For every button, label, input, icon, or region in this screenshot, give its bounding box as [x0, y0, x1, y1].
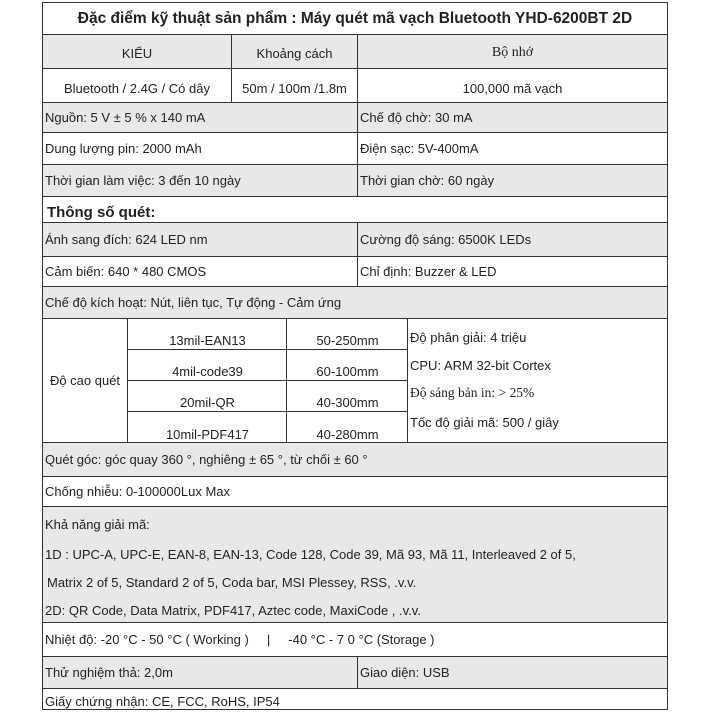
decode-speed-spec: Tốc độ giải mã: 500 / giây — [410, 414, 559, 430]
scan-section-heading: Thông số quét: — [47, 204, 156, 221]
battery-spec: Dung lượng pin: 2000 mAh — [45, 141, 202, 156]
certification-row — [43, 689, 667, 709]
depth-range-4: 40-280mm — [316, 427, 379, 442]
header-distance: Khoảng cách — [231, 35, 357, 68]
power-row — [43, 103, 667, 133]
time-row — [43, 165, 667, 197]
sensor-row — [43, 257, 667, 287]
decode-2d-line: 2D: QR Code, Data Matrix, PDF417, Aztec code, MaxiCode , .v.v. — [45, 602, 421, 618]
resolution-spec: Độ phân giải: 4 triệu — [410, 329, 527, 345]
anti-interference-spec: Chống nhiễu: 0-100000Lux Max — [45, 484, 231, 499]
decode-block — [43, 507, 667, 623]
working-time-spec: Thời gian làm việc: 3 đến 10 ngày — [45, 173, 241, 188]
depth-label: Độ cao quét — [49, 373, 121, 388]
depth-block — [43, 319, 667, 443]
target-light-spec: Ánh sang đích: 624 LED nm — [45, 232, 208, 247]
decode-label: Khả năng giải mã: — [45, 516, 150, 532]
drop-row — [43, 657, 667, 689]
battery-row — [43, 133, 667, 165]
scan-section-row — [43, 197, 667, 223]
trigger-row — [43, 287, 667, 319]
depth-code-column — [127, 319, 287, 442]
standby-time-spec: Thời gian chờ: 60 ngày — [357, 165, 667, 196]
print-contrast-spec: Độ sáng bản in: > 25% — [410, 385, 535, 400]
value-memory: 100,000 mã vạch — [357, 69, 667, 102]
scan-angle-spec: Quét góc: góc quay 360 °, nghiêng ± 65 °, từ chối ± 60 ° — [45, 452, 368, 467]
sensor-spec: Cảm biến: 640 * 480 CMOS — [45, 264, 207, 279]
header-type: KIỂU — [121, 45, 153, 61]
value-type: Bluetooth / 2.4G / Có dây — [64, 81, 210, 96]
values-row — [43, 69, 667, 103]
interface-spec: Giao diện: USB — [357, 657, 667, 688]
page-title: Đặc điểm kỹ thuật sản phẩm : Máy quét mã vạch Bluetooth YHD-6200BT 2D — [77, 9, 633, 27]
header-memory: Bộ nhớ — [357, 35, 667, 68]
depth-code-3: 20mil-QR — [128, 381, 287, 412]
light-row — [43, 223, 667, 257]
temperature-spec: Nhiệt độ: -20 °C - 50 °C ( Working ) | -40 °C - 7 0 °C (Storage ) — [45, 632, 435, 647]
title-row — [43, 3, 667, 35]
power-spec: Nguồn: 5 V ± 5 % x 140 mA — [45, 110, 206, 125]
depth-range-column — [286, 319, 408, 442]
anti-interference-row — [43, 477, 667, 507]
spec-sheet — [42, 2, 668, 710]
depth-range-1: 50-250mm — [287, 319, 408, 350]
depth-code-4: 10mil-PDF417 — [165, 427, 250, 442]
indicator-spec: Chỉ định: Buzzer & LED — [357, 257, 667, 286]
certification-spec: Giấy chứng nhận: CE, FCC, RoHS, IP54 — [45, 694, 280, 709]
header-row — [43, 35, 667, 69]
depth-code-1: 13mil-EAN13 — [128, 319, 287, 350]
decode-1d-line: 1D : UPC-A, UPC-E, EAN-8, EAN-13, Code 128, Code 39, Mã 93, Mã 11, Interleaved 2 of 5, — [45, 546, 576, 562]
decode-1d-line-cont: Matrix 2 of 5, Standard 2 of 5, Coda bar, MSI Plessey, RSS, .v.v. — [47, 574, 417, 590]
drop-test-spec: Thử nghiệm thả: 2,0m — [45, 665, 173, 680]
standby-mode-spec: Chế độ chờ: 30 mA — [357, 103, 667, 132]
depth-code-2: 4mil-code39 — [128, 350, 287, 381]
cpu-spec: CPU: ARM 32-bit Cortex — [410, 357, 551, 373]
depth-range-3: 40-300mm — [287, 381, 408, 412]
charging-spec: Điện sạc: 5V-400mA — [357, 133, 667, 164]
depth-range-2: 60-100mm — [287, 350, 408, 381]
depth-specs-column — [407, 319, 667, 442]
trigger-mode-spec: Chế độ kích hoạt: Nút, liên tục, Tự động - Cảm ứng — [45, 295, 342, 310]
scan-angle-row — [43, 443, 667, 477]
value-distance: 50m / 100m /1.8m — [231, 69, 357, 102]
temperature-row — [43, 623, 667, 657]
brightness-spec: Cường độ sáng: 6500K LEDs — [357, 223, 667, 256]
